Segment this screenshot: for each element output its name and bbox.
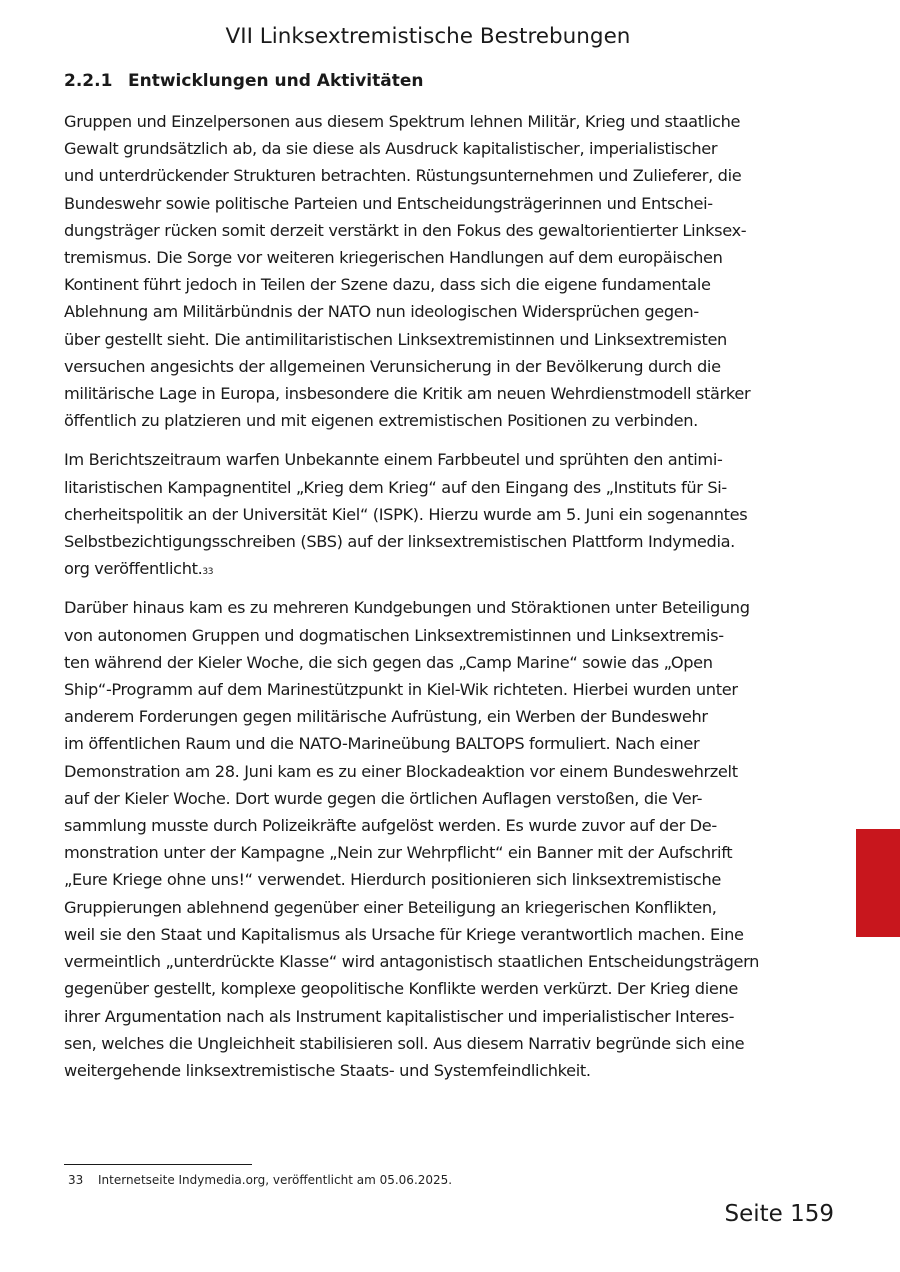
text-line: Darüber hinaus kam es zu mehreren Kundgebungen und Störaktionen unter Beteiligung — [64, 598, 750, 618]
chapter-side-tab — [856, 829, 900, 937]
paragraph-2 — [64, 446, 800, 582]
text-line: litaristischen Kampagnentitel „Krieg dem Krieg“ auf den Eingang des „Instituts für Si- — [64, 477, 727, 497]
text-line: und unterdrückender Strukturen betrachten. Rüstungsunternehmen und Zulieferer, die — [64, 166, 742, 186]
paragraph-1 — [64, 108, 800, 434]
text-line: gegenüber gestellt, komplexe geopolitische Konflikte werden verkürzt. Der Krieg diene — [64, 979, 738, 999]
text-line: Ablehnung am Militärbündnis der NATO nun ideologischen Widersprüchen gegen- — [64, 302, 699, 322]
paragraph-3 — [64, 594, 800, 1084]
text-line: weil sie den Staat und Kapitalismus als Ursache für Kriege verantwortlich machen. Eine — [64, 924, 744, 944]
text-line: Demonstration am 28. Juni kam es zu einer Blockadeaktion vor einem Bundeswehrzelt — [64, 761, 738, 781]
text-line: von autonomen Gruppen und dogmatischen Linksextremistinnen und Linksextremis- — [64, 625, 724, 645]
text-line: anderem Forderungen gegen militärische Aufrüstung, ein Werben der Bundeswehr — [64, 707, 708, 727]
text-line: sen, welches die Ungleichheit stabilisieren soll. Aus diesem Narrativ begründe sich eine — [64, 1033, 745, 1053]
text-line: monstration unter der Kampagne „Nein zur Wehrpflicht“ ein Banner mit der Aufschrift — [64, 843, 733, 863]
chapter-title: VII Linksextremistische Bestrebungen — [225, 24, 631, 49]
text-line: sammlung musste durch Polizeikräfte aufgelöst werden. Es wurde zuvor auf der De- — [64, 816, 717, 836]
text-line: vermeintlich „unterdrückte Klasse“ wird antagonistisch staatlichen Entscheidungsträgern — [64, 952, 760, 972]
section-title: Entwicklungen und Aktivitäten — [128, 71, 424, 91]
text-line: militärische Lage in Europa, insbesondere die Kritik am neuen Wehrdienstmodell stärker — [64, 384, 751, 404]
text-line: im öffentlichen Raum und die NATO-Marineübung BALTOPS formuliert. Nach einer — [64, 734, 700, 754]
text-line: über gestellt sieht. Die antimilitaristischen Linksextremistinnen und Linksextremisten — [64, 329, 727, 349]
text-line — [64, 555, 800, 582]
section-heading — [64, 68, 423, 94]
text-line: auf der Kieler Woche. Dort wurde gegen die örtlichen Auflagen verstoßen, die Ver- — [64, 788, 703, 808]
footnote-number: 33 — [68, 1173, 84, 1187]
text-line: Gruppierungen ablehnend gegenüber einer Beteiligung an kriegerischen Konflikten, — [64, 897, 717, 917]
text-line: Im Berichtszeitraum warfen Unbekannte einem Farbbeutel und sprühten den antimi- — [64, 450, 723, 470]
text-line: dungsträger rücken somit derzeit verstärkt in den Fokus des gewaltorientierter Linksex- — [64, 220, 747, 240]
text-line: Gruppen und Einzelpersonen aus diesem Spektrum lehnen Militär, Krieg und staatliche — [64, 112, 741, 131]
text-line: Ship“-Programm auf dem Marinestützpunkt in Kiel-Wik richteten. Hierbei wurden unter — [64, 680, 738, 700]
body-text — [64, 108, 800, 1096]
text-line: versuchen angesichts der allgemeinen Verunsicherung in der Bevölkerung durch die — [64, 356, 721, 376]
section-number: 2.2.1 — [64, 71, 113, 91]
text-line: Bundeswehr sowie politische Parteien und Entscheidungsträgerinnen und Entschei- — [64, 193, 713, 213]
text-line: Gewalt grundsätzlich ab, da sie diese als Ausdruck kapitalistischer, imperialistischer — [64, 139, 718, 159]
footnote — [68, 1172, 452, 1188]
text-line: ten während der Kieler Woche, die sich gegen das „Camp Marine“ sowie das „Open — [64, 652, 713, 672]
footnote-divider — [64, 1164, 252, 1165]
footnote-text: Internetseite Indymedia.org, veröffentlicht am 05.06.2025. — [98, 1173, 453, 1187]
text-line: „Eure Kriege ohne uns!“ verwendet. Hierdurch positionieren sich linksextremistische — [64, 870, 721, 890]
text-line: tremismus. Die Sorge vor weiteren kriegerischen Handlungen auf dem europäischen — [64, 248, 723, 268]
text-line: weitergehende linksextremistische Staats- und Systemfeindlichkeit. — [64, 1060, 591, 1080]
text-line: Selbstbezichtigungsschreiben (SBS) auf der linksextremistischen Plattform Indymedia. — [64, 532, 735, 552]
text-line: öffentlich zu platzieren und mit eigenen extremistischen Positionen zu verbinden. — [64, 411, 698, 431]
text-line-content: org veröffentlicht. — [64, 559, 203, 579]
footnote-reference[interactable]: 33 — [202, 567, 214, 578]
text-line: Kontinent führt jedoch in Teilen der Szene dazu, dass sich die eigene fundamentale — [64, 275, 711, 295]
text-line: cherheitspolitik an der Universität Kiel“ (ISPK). Hierzu wurde am 5. Juni ein sogenanntes — [64, 504, 748, 524]
page-number: Seite 159 — [724, 1201, 834, 1227]
text-line: ihrer Argumentation nach als Instrument kapitalistischer und imperialistischer Interes- — [64, 1006, 735, 1026]
